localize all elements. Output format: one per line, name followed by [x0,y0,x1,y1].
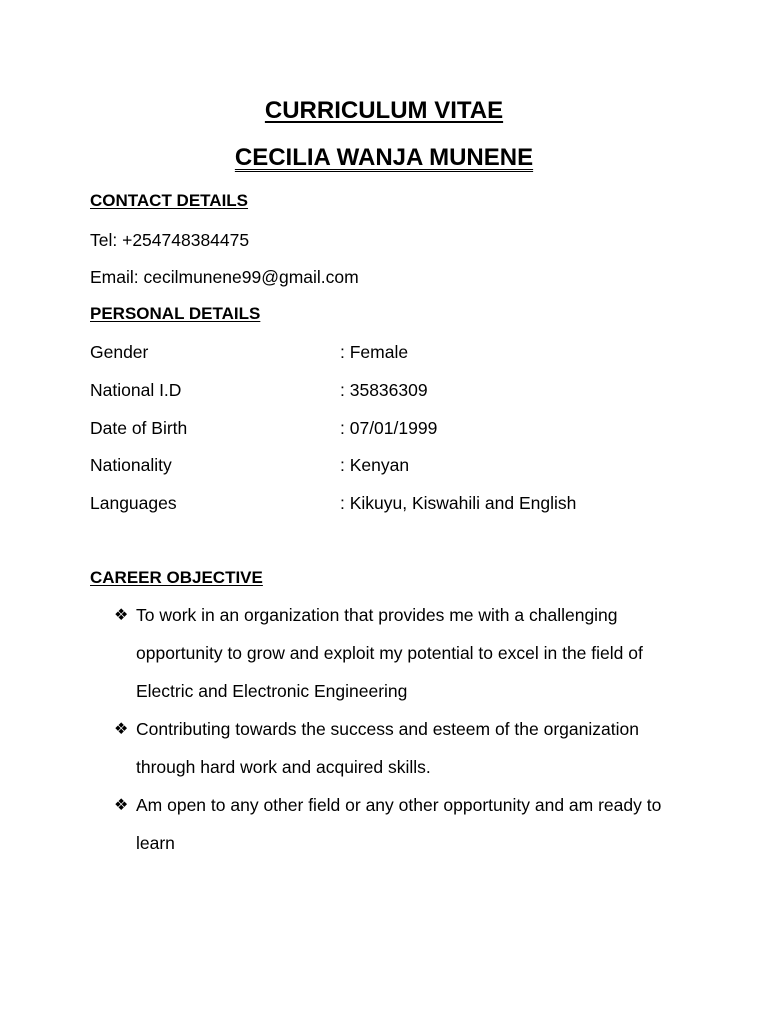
personal-row-value: : Kenyan [340,455,410,475]
career-objective-item [114,596,674,710]
career-objective-item [114,786,674,862]
document-title-text: CURRICULUM VITAE [264,97,504,124]
diamond-bullet-icon: ❖ [114,605,129,624]
personal-row-label: Languages [90,493,177,513]
diamond-bullet-icon: ❖ [114,719,129,738]
career-objective-text: Contributing towards the success and esteem of the organization through hard work and acquired skills. [136,719,639,777]
personal-row-label: Nationality [90,455,172,475]
contact-tel: Tel: +254748384475 [90,230,250,250]
personal-row-value: : 07/01/1999 [340,418,438,438]
career-objective-heading: CAREER OBJECTIVE [90,568,263,587]
personal-row-label: Date of Birth [90,418,188,438]
personal-row-value: : Female [340,342,409,362]
career-objective-item [114,710,674,786]
diamond-bullet-icon: ❖ [114,795,129,814]
personal-row-label: National I.D [90,380,182,400]
candidate-name-text: CECILIA WANJA MUNENE [234,144,534,171]
personal-details-heading: PERSONAL DETAILS [90,304,261,323]
personal-row-label: Gender [90,342,149,362]
document-title [0,96,768,126]
career-objective-text: Am open to any other field or any other opportunity and am ready to learn [136,795,662,853]
career-objective-text: To work in an organization that provides me with a challenging opportunity to grow and exploit my potential to excel in the field of Electric and Electronic Engineering [136,605,643,701]
contact-details-heading: CONTACT DETAILS [90,191,249,210]
contact-email: Email: cecilmunene99@gmail.com [90,267,359,287]
personal-row-value: : 35836309 [340,380,428,400]
personal-row-value: : Kikuyu, Kiswahili and English [340,493,577,513]
candidate-name [0,143,768,173]
